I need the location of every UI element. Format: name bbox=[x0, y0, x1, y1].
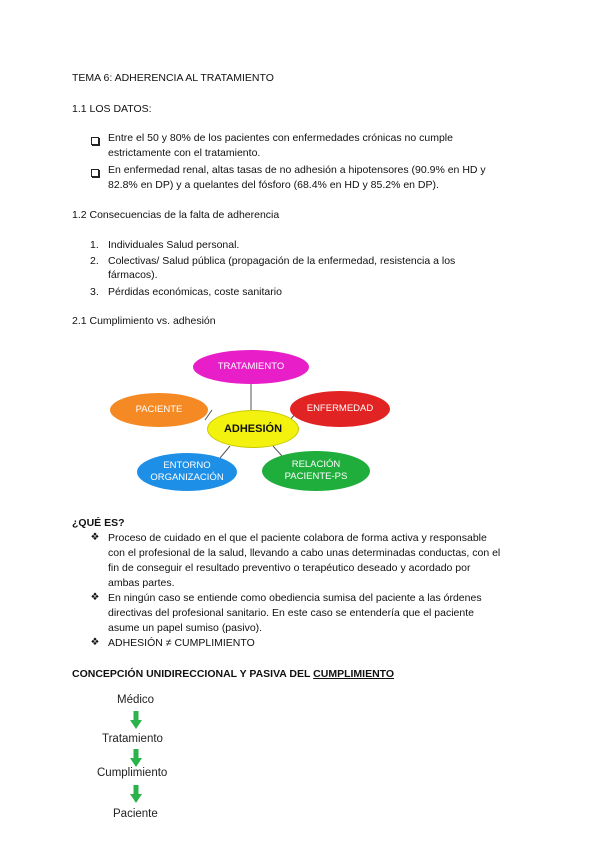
datos-bullet-line: Entre el 50 y 80% de los pacientes con enfermedades crónicas no cumple bbox=[108, 132, 453, 144]
diamond-bullet-icon: ❖ bbox=[90, 592, 100, 603]
datos-bullet-line: En enfermedad renal, altas tasas de no adhesión a hipotensores (90.9% en HD y bbox=[108, 164, 486, 176]
node-relacion bbox=[262, 451, 370, 491]
diamond-bullet-icon: ❖ bbox=[90, 532, 100, 543]
node-label: ENTORNO bbox=[163, 460, 211, 471]
section-cumplimiento-heading: 2.1 Cumplimiento vs. adhesión bbox=[72, 315, 216, 327]
flow-step: Tratamiento bbox=[102, 733, 163, 745]
node-label: ENFERMEDAD bbox=[306, 403, 374, 414]
node-tratamiento bbox=[193, 350, 309, 384]
list-number: 3. bbox=[90, 286, 99, 298]
node-label: TRATAMIENTO bbox=[217, 361, 285, 372]
list-number: 2. bbox=[90, 255, 99, 267]
node-paciente bbox=[110, 393, 208, 427]
consecuencias-line: Individuales Salud personal. bbox=[108, 239, 240, 251]
que-es-line: fin de conseguir el resultado preventivo o terapéutico deseado y acordado por bbox=[108, 562, 471, 574]
consecuencias-line: Colectivas/ Salud pública (propagación de la enfermedad, resistencia a los bbox=[108, 255, 456, 267]
node-label: PACIENTE-PS bbox=[284, 471, 348, 482]
node-adhesion-center bbox=[207, 410, 299, 448]
flow-step: Cumplimiento bbox=[97, 767, 168, 779]
down-arrow-icon bbox=[130, 749, 142, 767]
document-title: TEMA 6: ADHERENCIA AL TRATAMIENTO bbox=[72, 72, 274, 84]
que-es-line: con el profesional de la salud, llevando a cabo unas determinadas conductas, con el bbox=[108, 547, 501, 559]
consecuencias-line: Pérdidas económicas, coste sanitario bbox=[108, 286, 282, 298]
flow-step: Médico bbox=[117, 694, 155, 706]
list-number: 1. bbox=[90, 239, 99, 251]
que-es-line: asume un papel sumiso (pasivo). bbox=[108, 622, 263, 634]
diamond-bullet-icon: ❖ bbox=[90, 637, 100, 648]
que-es-line: Proceso de cuidado en el que el paciente colabora de forma activa y responsable bbox=[108, 532, 487, 544]
que-es-line: ambas partes. bbox=[108, 577, 175, 589]
consecuencias-line: fármacos). bbox=[108, 269, 158, 281]
section-consecuencias-heading: 1.2 Consecuencias de la falta de adherencia bbox=[72, 209, 280, 221]
que-es-line: ADHESIÓN ≠ CUMPLIMIENTO bbox=[108, 637, 255, 649]
flow-step: Paciente bbox=[113, 808, 158, 820]
heading-prefix: CONCEPCIÓN UNIDIRECCIONAL Y PASIVA DEL bbox=[72, 668, 314, 680]
node-label: RELACIÓN bbox=[291, 459, 341, 470]
node-label: ORGANIZACIÓN bbox=[150, 472, 224, 483]
que-es-line: En ningún caso se entiende como obediencia sumisa del paciente a las órdenes bbox=[108, 592, 482, 604]
datos-bullet-line: 82.8% en DP) y a quelantes del fósforo (68.4% en HD y 85.2% en DP). bbox=[108, 179, 439, 191]
section-datos-heading: 1.1 LOS DATOS: bbox=[72, 103, 152, 115]
down-arrow-icon bbox=[130, 785, 142, 803]
node-enfermedad bbox=[290, 391, 390, 427]
que-es-line: directivas del profesional sanitario. En este caso se entendería que el paciente bbox=[108, 607, 474, 619]
center-label: ADHESIÓN bbox=[223, 423, 283, 435]
heading-underlined: CUMPLIMIENTO bbox=[313, 668, 395, 680]
node-label: PACIENTE bbox=[135, 404, 183, 415]
section-concepcion-heading bbox=[72, 668, 394, 680]
node-entorno bbox=[137, 453, 237, 491]
datos-bullet-line: estrictamente con el tratamiento. bbox=[108, 147, 261, 159]
down-arrow-icon bbox=[130, 711, 142, 729]
section-que-es-heading: ¿QUÉ ES? bbox=[72, 517, 125, 529]
